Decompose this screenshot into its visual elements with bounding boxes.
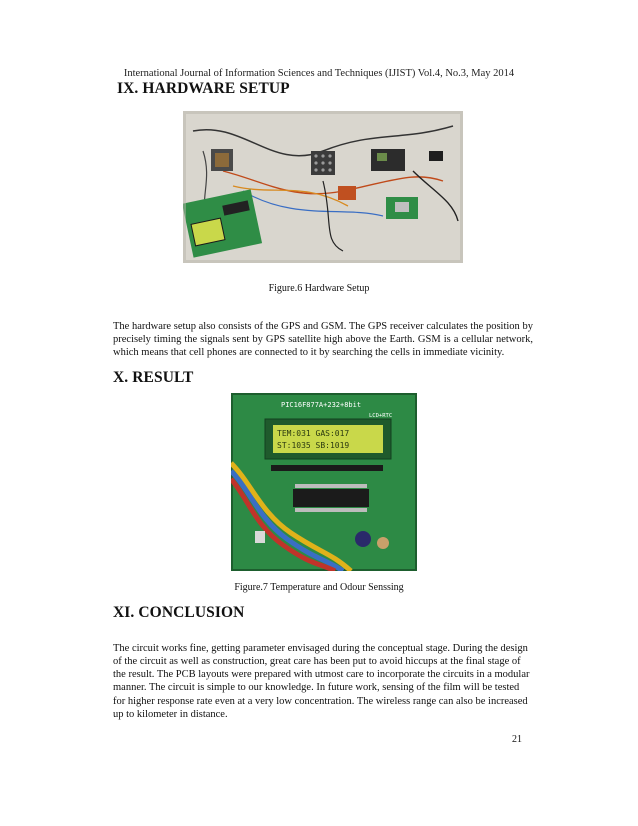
figure-6-caption: Figure.6 Hardware Setup: [268, 283, 370, 294]
result-board-photo: [231, 393, 417, 571]
sensor-can: [377, 537, 389, 549]
hardware-setup-heading: IX. HARDWARE SETUP: [117, 80, 290, 97]
lcd-line-2: ST:1035 SB:1019: [277, 441, 350, 450]
hardware-setup-photo: [183, 111, 463, 263]
conclusion-paragraph: The circuit works fine, getting parameter envisaged during the conceptual stage. During the design of the circuit as well as construction, great care has been put to avoid hiccups at the final stage of the result. The PCB layouts were prepared with utmost care to incorporate the circuits in a modular manner. The circuit is simple to our knowledge. In future work, sensing of the film will be tested for higher response rate even at a very low concentration. The wireless range can also be increased up to kilometer in distance.: [113, 642, 530, 720]
lcd-line-1: TEM:031 GAS:017: [277, 429, 350, 438]
pic-microcontroller: [293, 489, 369, 507]
hardware-setup-illustration: [183, 111, 463, 263]
journal-header: International Journal of Information Sciences and Techniques (IJIST) Vol.4, No.3, May 2014: [123, 68, 515, 79]
figure-7-caption: Figure.7 Temperature and Odour Senssing: [234, 582, 404, 593]
result-heading: X. RESULT: [113, 369, 194, 386]
capacitor: [355, 531, 371, 547]
lcd-rtc-label: LCD+RTC: [369, 413, 393, 419]
pin-header: [271, 465, 383, 471]
gsm-module: [371, 149, 405, 171]
sensor-board: [338, 186, 356, 200]
page-number: 21: [512, 734, 522, 745]
board-label: PIC16F877A+232+8bit: [281, 401, 362, 409]
result-board-illustration: [231, 393, 417, 571]
conclusion-heading: XI. CONCLUSION: [113, 604, 245, 621]
hardware-paragraph: The hardware setup also consists of the GPS and GSM. The GPS receiver calculates the position by precisely timing the signals sent by GPS satellite high above the Earth. GSM is a cellular network, which means that cell phones are connected to it by searching the cells in immediate vicinity.: [113, 320, 533, 359]
antenna: [429, 151, 443, 161]
